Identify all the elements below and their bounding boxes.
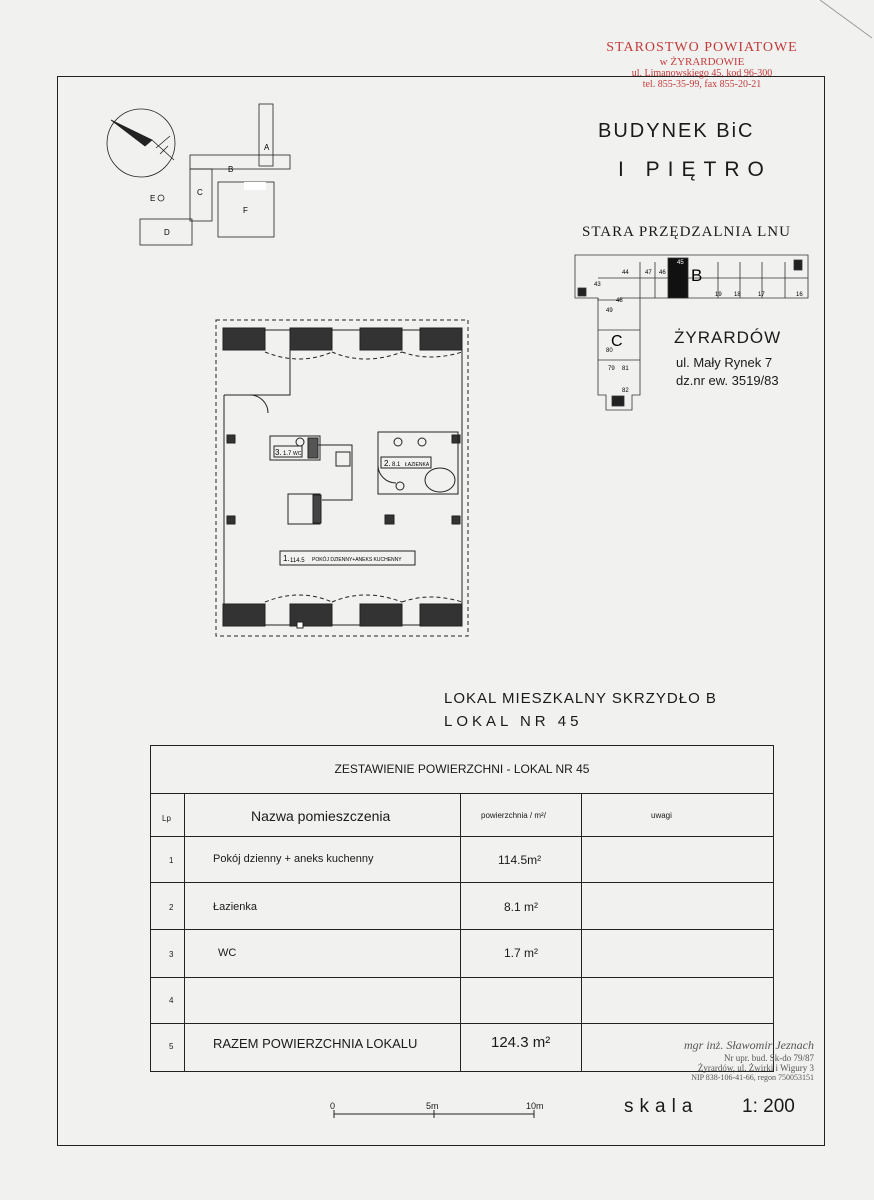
room3-name: WC <box>293 451 302 457</box>
table-col-divider-2 <box>460 793 461 1071</box>
street-address: ul. Mały Rynek 7 <box>676 355 773 370</box>
row2-lp: 2 <box>169 903 174 912</box>
header-notes: uwagi <box>651 811 672 820</box>
table-row <box>151 977 773 978</box>
area-summary-table <box>150 745 774 1072</box>
row3-area: 1.7 m² <box>504 946 539 960</box>
unit-title: LOKAL MIESZKALNY SKRZYDŁO B <box>444 690 717 707</box>
table-col-divider-3 <box>581 793 582 1071</box>
row5-lp: 5 <box>169 1042 174 1051</box>
header-lp: Lp <box>162 814 171 823</box>
table-row <box>151 836 773 837</box>
wing-b-label: B <box>691 266 703 285</box>
row2-area: 8.1 m² <box>504 900 539 914</box>
complex-name: STARA PRZĘDZALNIA LNU <box>582 224 791 240</box>
map-unit-18: 18 <box>734 292 741 298</box>
parcel-number: dz.nr ew. 3519/83 <box>676 373 779 388</box>
row3-name: WC <box>218 947 237 959</box>
site-label-a: A <box>264 143 270 152</box>
map-unit-49: 49 <box>606 308 613 314</box>
table-row <box>151 929 773 930</box>
room1-number: 1. <box>283 554 290 563</box>
room2-name: ŁAZIENKA <box>405 462 430 468</box>
row1-area: 114.5m² <box>498 853 542 867</box>
scale-mark-5: 5m <box>426 1101 439 1111</box>
room1-area: 114.5 <box>290 558 305 564</box>
map-unit-44: 44 <box>622 270 629 276</box>
room3-number: 3. <box>275 448 282 457</box>
stamp-office: STAROSTWO POWIATOWE <box>606 40 798 55</box>
map-unit-47: 47 <box>645 270 652 276</box>
scan-edge-line <box>820 0 872 38</box>
map-unit-45: 45 <box>677 260 684 266</box>
site-label-f: F <box>243 206 248 215</box>
row5-area: 124.3 m² <box>491 1034 551 1051</box>
room2-number: 2. <box>384 459 391 468</box>
row5-name: RAZEM POWIERZCHNIA LOKALU <box>213 1036 418 1051</box>
row2-name: Łazienka <box>213 901 258 913</box>
stamp-street: ul. Limanowskiego 45, kod 96-300 <box>631 68 773 79</box>
author-address: Żyrardów, ul. Żwirki i Wigury 3 <box>697 1063 814 1073</box>
scale-word: skala <box>624 1096 699 1117</box>
row1-lp: 1 <box>169 856 174 865</box>
author-nip: NIP 838-106-41-66, regon 750053151 <box>691 1073 814 1082</box>
map-unit-79: 79 <box>608 366 615 372</box>
stamp-city: w ŻYRARDOWIE <box>659 56 745 68</box>
site-label-e: E <box>150 194 156 203</box>
table-row <box>151 1023 773 1024</box>
site-label-b: B <box>228 165 234 174</box>
site-label-d: D <box>164 228 170 237</box>
building-title: BUDYNEK BiC <box>598 120 755 142</box>
map-unit-80: 80 <box>606 348 613 354</box>
scale-mark-0: 0 <box>330 1101 336 1111</box>
scale-mark-10: 10m <box>526 1101 544 1111</box>
map-unit-82: 82 <box>622 388 629 394</box>
scale-ratio: 1: 200 <box>742 1096 795 1117</box>
map-unit-43: 43 <box>594 282 601 288</box>
author-stamp <box>624 1038 814 1082</box>
author-license: Nr upr. bud. Sk-do 79/87 <box>724 1053 814 1063</box>
header-name: Nazwa pomieszczenia <box>251 808 391 824</box>
table-row <box>151 882 773 883</box>
header-area: powierzchnia / m²/ <box>481 811 546 820</box>
map-unit-48: 48 <box>616 298 623 304</box>
city-name: ŻYRARDÓW <box>674 328 782 347</box>
row4-lp: 4 <box>169 996 174 1005</box>
room1-name: POKÓJ DZIENNY+ANEKS KUCHENNY <box>312 557 402 563</box>
stamp-phones: tel. 855-35-99, fax 855-20-21 <box>642 79 762 90</box>
author-name: mgr inż. Sławomir Jeznach <box>684 1038 814 1052</box>
site-label-c: C <box>197 188 203 197</box>
map-unit-16: 16 <box>796 292 803 298</box>
unit-number: LOKAL NR 45 <box>444 713 583 730</box>
row1-name: Pokój dzienny + aneks kuchenny <box>213 853 374 865</box>
room3-area: 1.7 <box>283 451 292 457</box>
official-stamp <box>582 40 822 90</box>
row3-lp: 3 <box>169 950 174 959</box>
room2-area: 8.1 <box>392 462 401 468</box>
map-unit-81: 81 <box>622 366 629 372</box>
map-unit-46: 46 <box>659 270 666 276</box>
table-title: ZESTAWIENIE POWIERZCHNI - LOKAL NR 45 <box>151 746 773 794</box>
table-col-divider-1 <box>184 793 185 1071</box>
wing-c-label: C <box>611 333 623 350</box>
map-unit-17: 17 <box>758 292 765 298</box>
map-unit-19: 19 <box>715 292 722 298</box>
floor-title: I PIĘTRO <box>618 158 772 181</box>
